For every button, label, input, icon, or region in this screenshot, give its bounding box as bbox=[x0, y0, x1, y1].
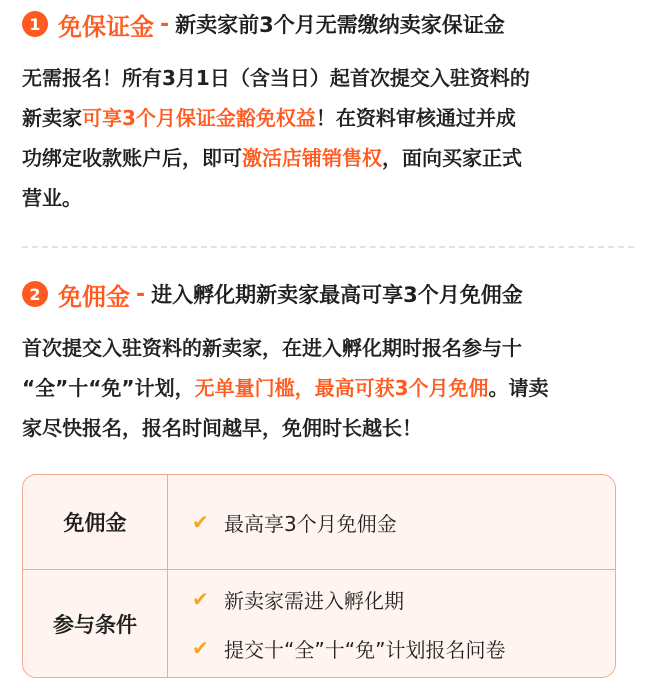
row-content bbox=[168, 570, 615, 677]
text-span: 。请卖 bbox=[488, 376, 549, 400]
list-item bbox=[192, 508, 615, 537]
check-icon: ✔ bbox=[192, 510, 209, 534]
table-row bbox=[23, 570, 615, 677]
section-description bbox=[22, 328, 634, 448]
list-item bbox=[192, 585, 615, 614]
description-line bbox=[22, 138, 634, 178]
section-heading bbox=[22, 6, 634, 42]
heading-dash: - bbox=[160, 11, 170, 37]
check-icon: ✔ bbox=[192, 587, 209, 611]
section-heading bbox=[22, 276, 634, 312]
text-span: 新卖家 bbox=[22, 106, 82, 130]
row-label: 免佣金 bbox=[23, 475, 168, 569]
row-label: 参与条件 bbox=[23, 570, 168, 677]
dashed-divider bbox=[22, 246, 634, 248]
heading-keyword: 免保证金 bbox=[58, 12, 154, 41]
row-content bbox=[168, 475, 615, 569]
description-line bbox=[22, 98, 634, 138]
list-item bbox=[192, 634, 615, 663]
highlight-text: 可享3个月保证金豁免权益 bbox=[82, 106, 316, 130]
description-line: 首次提交入驻资料的新卖家，在进入孵化期时报名参与十 bbox=[22, 336, 522, 360]
number-badge: 1 bbox=[22, 11, 48, 37]
description-line bbox=[22, 368, 634, 408]
section-deposit-waiver bbox=[22, 6, 634, 218]
table-row bbox=[23, 475, 615, 570]
heading-subtitle: 进入孵化期新卖家最高可享3个月免佣金 bbox=[151, 283, 523, 307]
section-description bbox=[22, 58, 634, 218]
benefit-table bbox=[22, 474, 616, 678]
list-item-text: 新卖家需进入孵化期 bbox=[224, 588, 404, 613]
highlight-text: 激活店铺销售权 bbox=[242, 146, 382, 170]
text-span: “全”十“免”计划， bbox=[22, 376, 195, 400]
text-span: ，面向买家正式 bbox=[382, 146, 522, 170]
text-span: 功绑定收款账户后，即可 bbox=[22, 146, 242, 170]
heading-subtitle: 新卖家前3个月无需缴纳卖家保证金 bbox=[175, 13, 505, 37]
heading-dash: - bbox=[136, 281, 146, 307]
text-span: ！在资料审核通过并成 bbox=[315, 106, 516, 130]
number-badge: 2 bbox=[22, 281, 48, 307]
description-line: 营业。 bbox=[22, 186, 82, 210]
heading-keyword: 免佣金 bbox=[58, 282, 130, 311]
check-icon: ✔ bbox=[192, 636, 209, 660]
list-item-text: 最高享3个月免佣金 bbox=[224, 511, 397, 536]
highlight-text: 无单量门槛，最高可获3个月免佣 bbox=[194, 376, 489, 400]
section-commission-waiver bbox=[22, 276, 634, 448]
description-line: 无需报名！所有3月1日（含当日）起首次提交入驻资料的 bbox=[22, 66, 530, 90]
list-item-text: 提交十“全”十“免”计划报名问卷 bbox=[224, 637, 506, 662]
description-line: 家尽快报名，报名时间越早，免佣时长越长！ bbox=[22, 416, 422, 440]
